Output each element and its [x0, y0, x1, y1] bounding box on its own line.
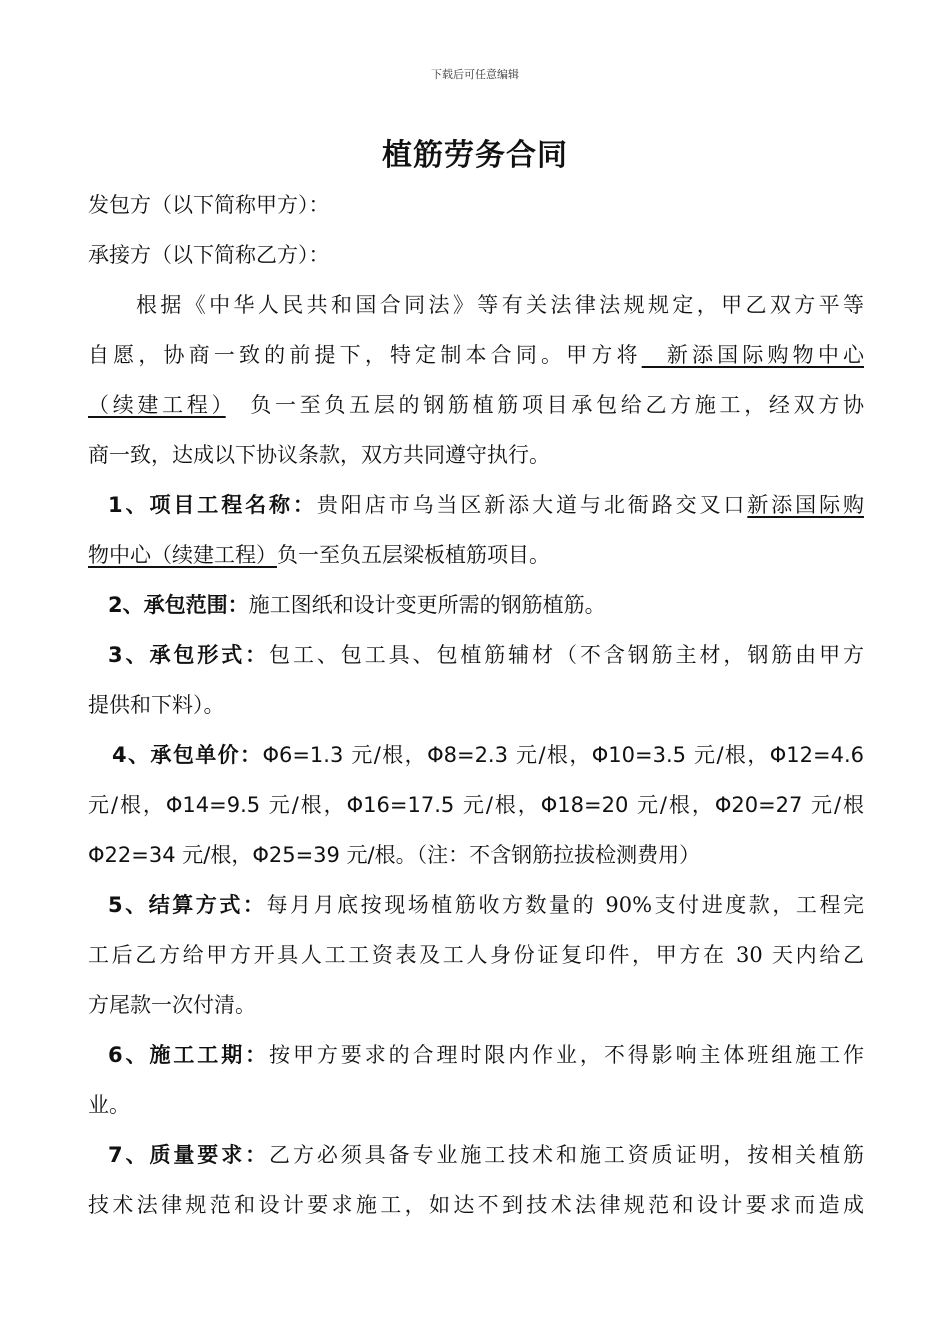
clause-6-line-2: 业。: [88, 1093, 130, 1117]
clause-2-line: [88, 580, 864, 630]
clause-3-text: 包工、包工具、包植筋辅材（不含钢筋主材，钢筋由甲方: [269, 643, 864, 667]
intro-line-4: 商一致，达成以下协议条款，双方共同遵守执行。: [88, 443, 550, 467]
clause-3-line-2: 提供和下料）。: [88, 693, 225, 717]
party-a-line: 发包方（以下简称甲方）：: [88, 193, 330, 217]
clause-5-text: 每月月底按现场植筋收方数量的 90%支付进度款，工程完: [266, 893, 864, 917]
clause-1-line-1: [88, 480, 864, 530]
intro-line-2: [88, 330, 864, 380]
clause-1-label: 1、项目工程名称：: [108, 493, 317, 517]
clause-7-text: 乙方必须具备专业施工技术和施工资质证明，按相关植筋: [269, 1143, 864, 1167]
clause-1-text-end: 负一至负五层梁板植筋项目。: [277, 543, 550, 567]
clause-5-line-1: [88, 880, 864, 930]
party-b-line: 承接方（以下简称乙方）：: [88, 243, 330, 267]
clause-7-line-2: 技术法律规范和设计要求施工，如达不到技术法律规范和设计要求而造成: [88, 1193, 864, 1217]
clause-4-line-1: [88, 730, 864, 780]
clause-1-project-underlined-cont: 物中心（续建工程）: [88, 543, 277, 567]
clause-1-project-underlined: 新添国际购: [747, 493, 864, 517]
clause-4-line-3: Φ22=34 元/根，Φ25=39 元/根。（注：不含钢筋拉拔检测费用）: [88, 843, 701, 867]
clause-3-line-1: [88, 630, 864, 680]
clause-1-line-2: [88, 530, 864, 580]
clause-4-label: 4、承包单价：: [112, 743, 263, 767]
clause-5-line-2: 工后乙方给甲方开具人工工资表及工人身份证复印件，甲方在 30 天内给乙: [88, 943, 864, 967]
clause-6-label: 6、施工工期：: [108, 1043, 270, 1067]
clause-7-line-1: [88, 1130, 864, 1180]
clause-3-label: 3、承包形式：: [108, 643, 270, 667]
clause-4-text: Φ6=1.3 元/根，Φ8=2.3 元/根，Φ10=3.5 元/根，Φ12=4.6: [262, 743, 864, 767]
header-note: 下载后可任意编辑: [431, 68, 519, 81]
clause-1-text: 贵阳店市乌当区新添大道与北衙路交叉口: [316, 493, 748, 517]
clause-7-label: 7、质量要求：: [108, 1143, 270, 1167]
clause-2-label: 2、承包范围：: [108, 593, 249, 617]
clause-5-line-3: 方尾款一次付清。: [88, 993, 256, 1017]
project-name-underlined-cont: （续建工程）: [88, 393, 226, 417]
clause-5-label: 5、结算方式：: [108, 893, 267, 917]
clause-4-line-2: 元/根，Φ14=9.5 元/根，Φ16=17.5 元/根，Φ18=20 元/根，Φ20=27 元/根: [88, 793, 864, 817]
clause-6-line-1: [88, 1030, 864, 1080]
intro-line-3: [88, 380, 864, 430]
contract-body: [88, 180, 864, 1230]
intro-line-1: 根据《中华人民共和国合同法》等有关法律法规规定，甲乙双方平等: [136, 293, 864, 317]
intro-text: 负一至负五层的钢筋植筋项目承包给乙方施工，经双方协: [225, 393, 864, 417]
clause-2-text: 施工图纸和设计变更所需的钢筋植筋。: [248, 593, 606, 617]
intro-text: 自愿，协商一致的前提下，特定制本合同。甲方将: [88, 343, 642, 367]
document-title: 植筋劳务合同: [382, 138, 568, 173]
clause-6-text: 按甲方要求的合理时限内作业，不得影响主体班组施工作: [269, 1043, 864, 1067]
project-name-underlined: 新添国际购物中心: [641, 343, 864, 367]
